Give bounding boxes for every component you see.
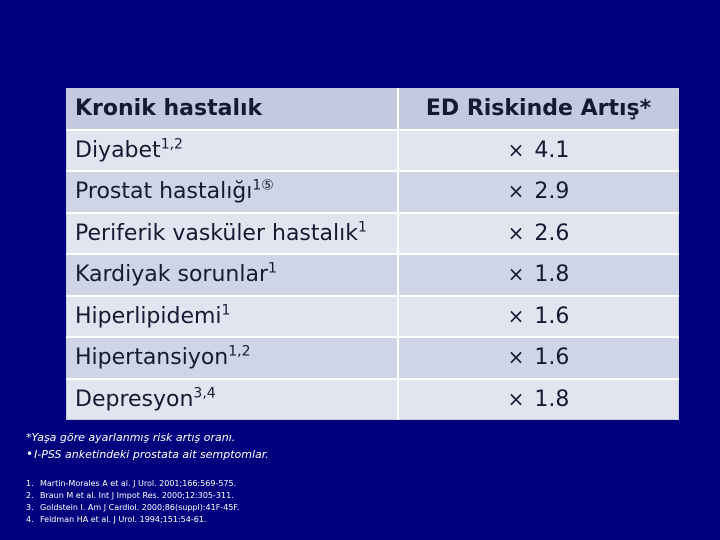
reference-superscript: 1,2 — [160, 136, 183, 153]
table-row — [67, 379, 679, 420]
bullet-footnote-text: I-PSS anketindeki prostata ait semptomlar. — [34, 448, 269, 461]
disease-cell — [67, 296, 399, 338]
reference-item — [26, 490, 239, 502]
reference-superscript: 1 — [267, 260, 277, 277]
reference-number: 1. — [26, 479, 34, 488]
table-row — [67, 130, 679, 172]
disease-name: Hipertansiyon — [75, 345, 229, 371]
multiplier-symbol: × — [507, 220, 525, 245]
risk-cell — [398, 213, 679, 255]
risk-cell — [398, 130, 679, 172]
risk-value: 1.6 — [534, 303, 570, 329]
header-disease: Kronik hastalık — [67, 89, 399, 130]
reference-item — [26, 514, 239, 526]
reference-item — [26, 478, 239, 490]
multiplier-symbol: × — [507, 137, 525, 162]
disease-name: Kardiyak sorunlar — [75, 262, 268, 288]
risk-value: 1.8 — [534, 262, 570, 288]
reference-text: Martin-Morales A et al. J Urol. 2001;166:569-575. — [40, 479, 237, 488]
risk-value: 4.1 — [534, 137, 570, 163]
disease-cell — [67, 213, 399, 255]
reference-superscript: 3,4 — [193, 385, 216, 402]
table-row — [67, 337, 679, 379]
multiplier-symbol: × — [507, 179, 525, 204]
reference-superscript: 1 — [221, 302, 231, 319]
reference-item — [26, 502, 239, 514]
risk-cell — [398, 254, 679, 296]
table-row — [67, 171, 679, 213]
bullet-symbol: • — [26, 447, 34, 461]
bullet-footnote — [26, 446, 269, 463]
reference-superscript: 1⑤ — [252, 177, 274, 194]
reference-number: 3. — [26, 503, 34, 512]
risk-value: 2.9 — [534, 179, 570, 205]
reference-text: Feldman HA et al. J Urol. 1994;151:54-61. — [40, 515, 207, 524]
risk-value: 2.6 — [534, 220, 570, 246]
reference-text: Goldstein I. Am J Cardiol. 2000;86(suppl):41F-45F. — [40, 503, 240, 512]
disease-cell — [67, 171, 399, 213]
table-row — [67, 213, 679, 255]
disease-name: Hiperlipidemi — [75, 303, 222, 329]
disease-name: Periferik vasküler hastalık — [75, 220, 358, 246]
risk-table — [66, 88, 679, 420]
references-list — [26, 478, 239, 526]
multiplier-symbol: × — [507, 345, 525, 370]
header-risk: ED Riskinde Artış* — [398, 89, 679, 130]
risk-cell — [398, 337, 679, 379]
asterisk-footnote: *Yaşa göre ayarlanmış risk artış oranı. — [26, 431, 236, 444]
multiplier-symbol: × — [507, 386, 525, 411]
reference-text: Braun M et al. Int J Impot Res. 2000;12:305-311. — [40, 491, 234, 500]
disease-cell — [67, 130, 399, 172]
table-header-row — [67, 89, 679, 130]
reference-superscript: 1,2 — [228, 343, 251, 360]
disease-cell — [67, 254, 399, 296]
reference-number: 4. — [26, 515, 34, 524]
reference-superscript: 1 — [357, 219, 367, 236]
footnotes — [26, 430, 269, 463]
risk-cell — [398, 379, 679, 420]
risk-cell — [398, 296, 679, 338]
disease-name: Depresyon — [75, 386, 194, 412]
multiplier-symbol: × — [507, 262, 525, 287]
disease-name: Prostat hastalığı — [75, 179, 253, 205]
disease-name: Diyabet — [75, 137, 161, 163]
disease-cell — [67, 379, 399, 420]
table-row — [67, 296, 679, 338]
reference-number: 2. — [26, 491, 34, 500]
multiplier-symbol: × — [507, 303, 525, 328]
risk-cell — [398, 171, 679, 213]
table-row — [67, 254, 679, 296]
disease-cell — [67, 337, 399, 379]
risk-value: 1.6 — [534, 345, 570, 371]
risk-value: 1.8 — [534, 386, 570, 412]
